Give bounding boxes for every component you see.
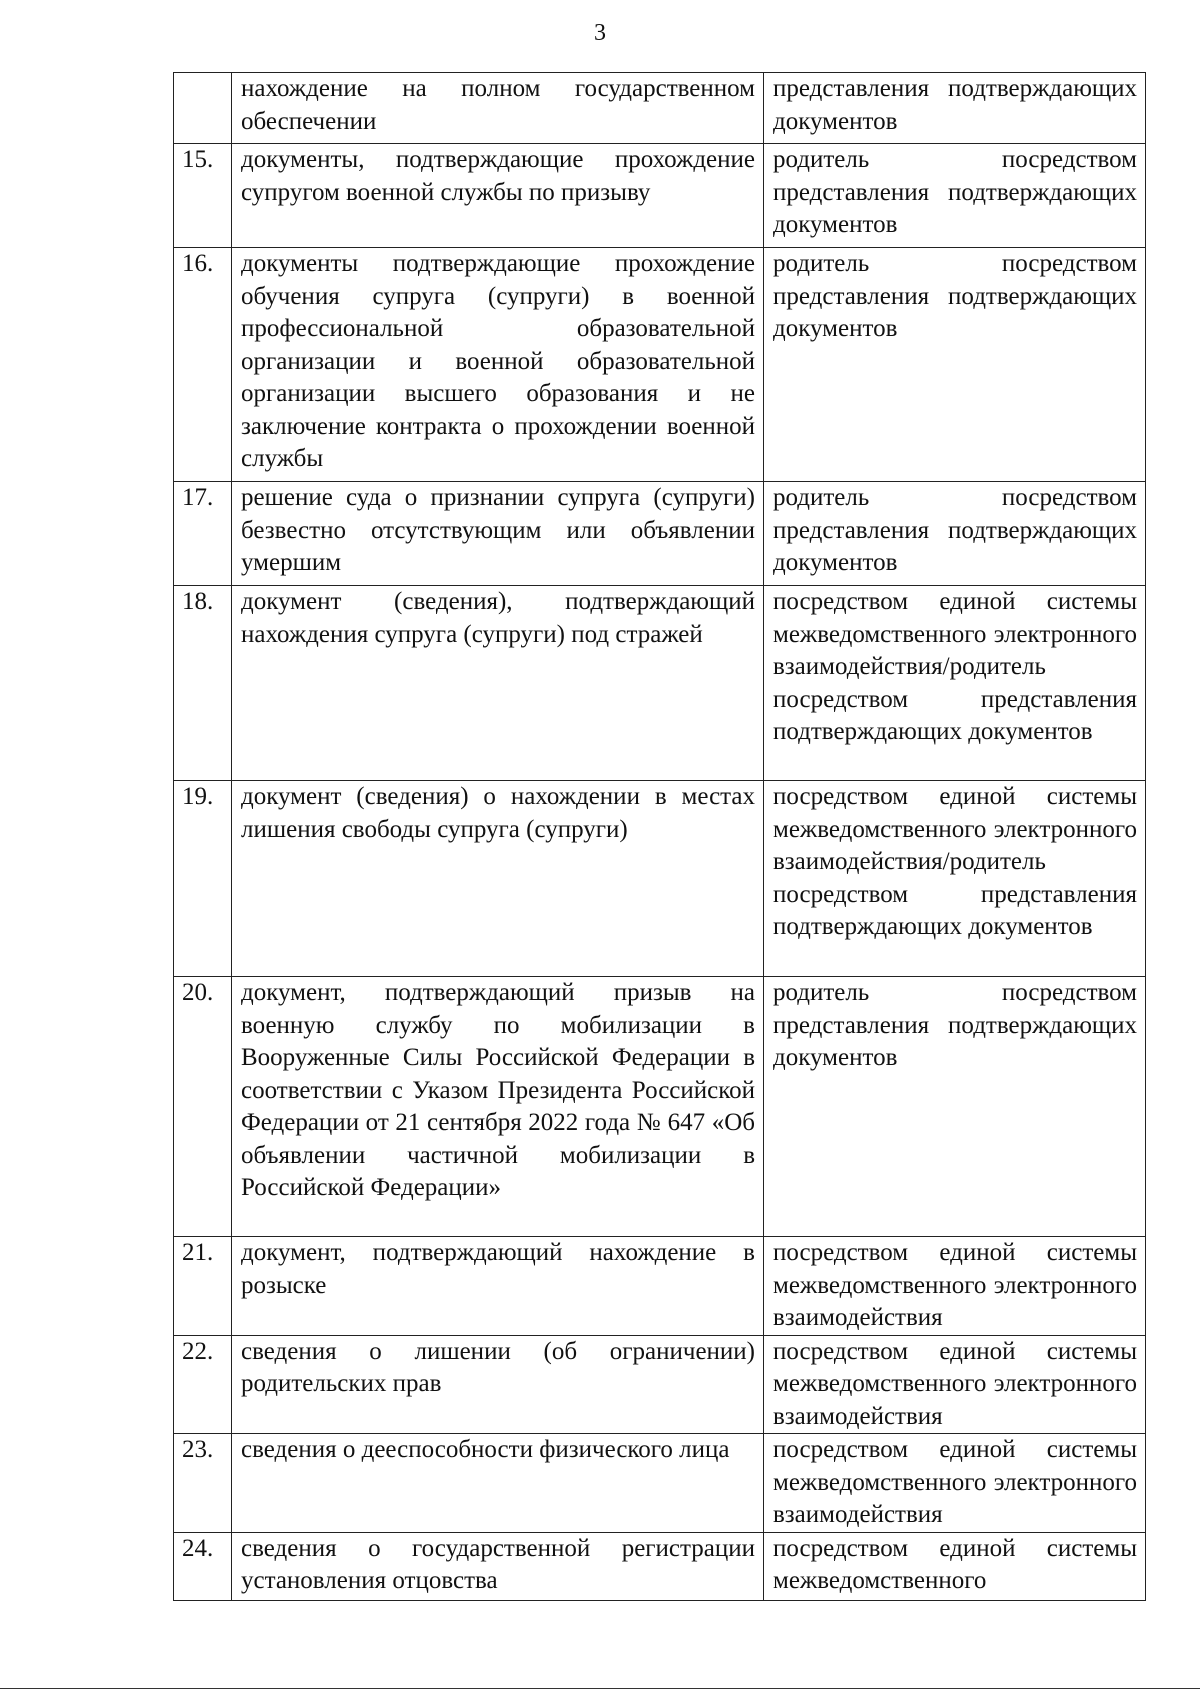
row-method: посредством единой системы межведомственного электронного взаимодействия bbox=[764, 1434, 1146, 1533]
row-number: 15. bbox=[174, 144, 232, 248]
row-number: 24. bbox=[174, 1532, 232, 1600]
row-description: документ (сведения) о нахождении в местах лишения свободы супруга (супруги) bbox=[232, 781, 764, 977]
row-number: 22. bbox=[174, 1335, 232, 1434]
row-number: 16. bbox=[174, 248, 232, 482]
row-method: посредством единой системы межведомственного электронного взаимодействия bbox=[764, 1237, 1146, 1336]
table-row bbox=[174, 781, 1146, 977]
row-description: документ, подтверждающий призыв на военную службу по мобилизации в Вооруженные Силы Российской Федерации в соответствии с Указом Президента Российской Федерации от 21 сентября 2022 года № 647 «Об объявлении частичной мобилизации в Российской Федерации» bbox=[232, 977, 764, 1237]
bottom-rule bbox=[0, 1688, 1200, 1689]
table-row bbox=[174, 586, 1146, 781]
row-method: родитель посредством представления подтверждающих документов bbox=[764, 144, 1146, 248]
row-number: 18. bbox=[174, 586, 232, 781]
row-description: документы, подтверждающие прохождение супругом военной службы по призыву bbox=[232, 144, 764, 248]
table-row bbox=[174, 977, 1146, 1237]
documents-table bbox=[173, 72, 1146, 1601]
row-method: посредством единой системы межведомственного bbox=[764, 1532, 1146, 1600]
table-row bbox=[174, 73, 1146, 144]
row-description: документы подтверждающие прохождение обучения супруга (супруги) в военной профессиональной образовательной организации и военной образовательной организации высшего образования и не заключение контракта о прохождении военной службы bbox=[232, 248, 764, 482]
row-number: 20. bbox=[174, 977, 232, 1237]
row-method: посредством единой системы межведомственного электронного взаимодействия bbox=[764, 1335, 1146, 1434]
row-description: сведения о дееспособности физического лица bbox=[232, 1434, 764, 1533]
table-row bbox=[174, 1532, 1146, 1600]
row-number: 23. bbox=[174, 1434, 232, 1533]
row-method: родитель посредством представления подтверждающих документов bbox=[764, 248, 1146, 482]
table-row bbox=[174, 144, 1146, 248]
table-row bbox=[174, 248, 1146, 482]
row-description: документ, подтверждающий нахождение в розыске bbox=[232, 1237, 764, 1336]
row-method: представления подтверждающих документов bbox=[764, 73, 1146, 144]
row-method: родитель посредством представления подтверждающих документов bbox=[764, 977, 1146, 1237]
page-number: 3 bbox=[594, 20, 606, 46]
row-method: родитель посредством представления подтверждающих документов bbox=[764, 482, 1146, 586]
table-row bbox=[174, 1237, 1146, 1336]
row-method: посредством единой системы межведомственного электронного взаимодействия/родитель посредством представления подтверждающих документов bbox=[764, 586, 1146, 781]
row-description: сведения о государственной регистрации установления отцовства bbox=[232, 1532, 764, 1600]
row-number: 19. bbox=[174, 781, 232, 977]
table-row bbox=[174, 482, 1146, 586]
row-number: 21. bbox=[174, 1237, 232, 1336]
row-description: сведения о лишении (об ограничении) родительских прав bbox=[232, 1335, 764, 1434]
row-description: решение суда о признании супруга (супруги) безвестно отсутствующим или объявлении умершим bbox=[232, 482, 764, 586]
row-method: посредством единой системы межведомственного электронного взаимодействия/родитель посредством представления подтверждающих документов bbox=[764, 781, 1146, 977]
row-number: 17. bbox=[174, 482, 232, 586]
table-row bbox=[174, 1335, 1146, 1434]
table-row bbox=[174, 1434, 1146, 1533]
row-description: нахождение на полном государственном обеспечении bbox=[232, 73, 764, 144]
row-number bbox=[174, 73, 232, 144]
row-description: документ (сведения), подтверждающий нахождения супруга (супруги) под стражей bbox=[232, 586, 764, 781]
